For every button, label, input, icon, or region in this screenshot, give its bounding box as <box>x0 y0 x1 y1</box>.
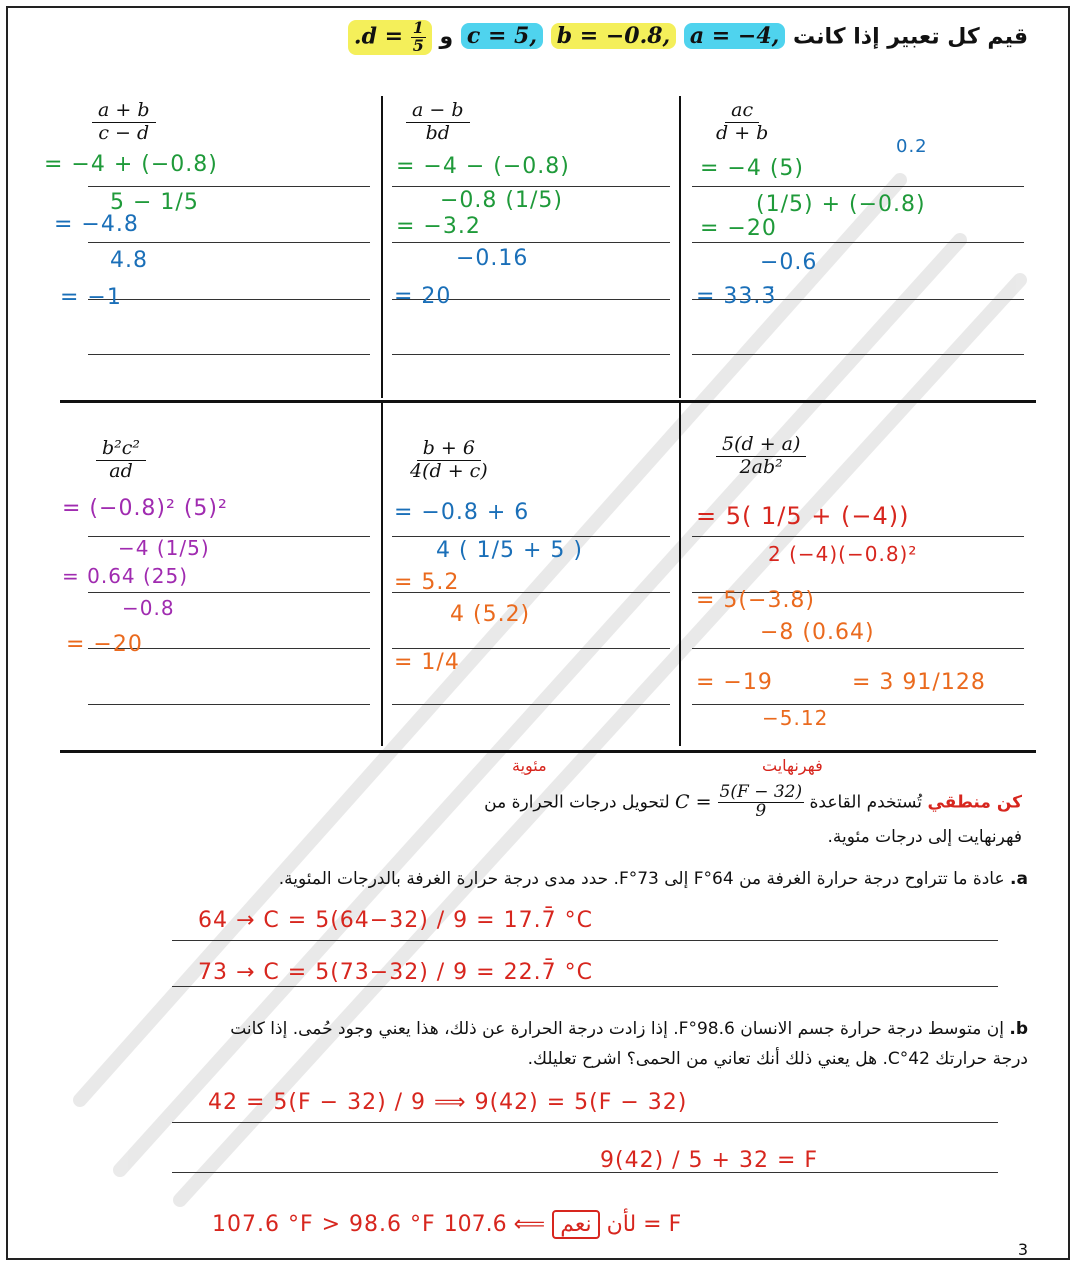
part-a-work: 73 → C = 5(73−32) / 9 = 22.7̄ °C <box>198 960 593 985</box>
expr-numerator: 5(d + a) <box>716 434 806 457</box>
expr-denominator: bd <box>425 121 450 144</box>
problem-2-expression <box>406 100 470 145</box>
grid-divider <box>381 402 383 746</box>
p5-step: = 5.2 <box>394 570 460 595</box>
problem-5-expression <box>410 438 488 483</box>
grid-divider <box>381 96 383 398</box>
part-b-work: 42 = 5(F − 32) / 9 ⟹ 9(42) = 5(F − 32) <box>208 1090 688 1115</box>
part-b-result: ⟸ 107.6 = F <box>443 1212 683 1237</box>
instructions-header <box>348 20 1028 55</box>
p5-step: 4 (5.2) <box>450 602 531 627</box>
part-b-work: 9(42) / 5 + 32 = F <box>600 1148 819 1173</box>
part-b-answer: نعم <box>552 1210 599 1239</box>
part-a-text: عادة ما تتراوح درجة حرارة الغرفة من 64°F إلى 73°F. حدد مدى درجة حرارة الغرفة بالدرجات المئوية. <box>278 869 1005 889</box>
p5-answer: = 1/4 <box>394 650 460 675</box>
row-separator <box>60 750 1036 753</box>
p3-step: (1/5) + (−0.8) <box>756 192 926 217</box>
p1-step: = −4.8 <box>54 212 139 237</box>
p1-step: 4.8 <box>110 248 148 273</box>
p6-step: 2 (−4)(−0.8)² <box>768 542 918 566</box>
expr-numerator: a + b <box>92 100 156 123</box>
p2-step: = −3.2 <box>396 214 481 239</box>
celsius-note: مئوية <box>512 756 547 775</box>
p2-step: = −4 − (−0.8) <box>396 154 570 179</box>
part-b-question <box>198 1014 1028 1074</box>
fahrenheit-note: فهرنهايت <box>762 756 823 775</box>
p1-answer: = −1 <box>60 285 122 310</box>
formula-numerator: 5(F − 32) <box>719 782 803 802</box>
p5-step: = −0.8 + 6 <box>394 500 530 525</box>
p6-step: = −19 <box>696 670 773 695</box>
expr-numerator: a − b <box>406 100 470 123</box>
problem-1-expression <box>92 100 156 145</box>
expr-denominator: c − d <box>98 121 150 144</box>
p4-step: = 0.64 (25) <box>62 564 189 588</box>
p2-step: −0.8 (1/5) <box>440 188 563 213</box>
p4-step: = (−0.8)² (5)² <box>62 496 228 521</box>
p6-step: −8 (0.64) <box>760 620 875 645</box>
part-b-text: إن متوسط درجة حرارة جسم الانسان 98.6°F. إذا زادت درجة الحرارة عن ذلك، هذا يعني وجود حُمى. إذا كانت درجة حرارتك 42°C. هل يعني ذلك أنك تعاني من الحمى؟ اشرح تعليلك. <box>230 1019 1028 1069</box>
part-b-conclusion <box>212 1212 682 1237</box>
problem-4-expression <box>96 438 146 483</box>
logic-text: لتحويل درجات الحرارة من <box>484 792 670 813</box>
p1-step: 5 − 1/5 <box>110 190 199 215</box>
d-denominator: 5 <box>412 35 424 55</box>
part-a-question <box>168 864 1028 894</box>
p5-step: 4 ( 1/5 + 5 ) <box>436 538 583 563</box>
part-a-work: 64 → C = 5(64−32) / 9 = 17.7̄ °C <box>198 908 593 933</box>
p2-step: −0.16 <box>456 246 529 271</box>
logic-paragraph <box>322 784 1022 821</box>
grid-divider <box>679 402 681 746</box>
row-separator <box>60 400 1036 403</box>
p4-step: −4 (1/5) <box>118 536 210 560</box>
formula-fraction <box>718 784 805 821</box>
problem-6-expression <box>716 434 806 479</box>
p6-answer: = 3 91/128 <box>852 670 986 695</box>
expr-denominator: ad <box>109 459 133 482</box>
part-a-letter: a. <box>1010 869 1028 889</box>
expr-denominator: 4(d + c) <box>410 459 488 482</box>
p6-step: = 5(−3.8) <box>696 588 816 613</box>
d-fraction <box>411 20 426 55</box>
d-lhs: .d = <box>353 23 404 50</box>
p1-step: = −4 + (−0.8) <box>44 152 218 177</box>
expr-numerator: b²c² <box>96 438 146 461</box>
header-prefix: قيم كل تعبير إذا كانت <box>792 24 1028 50</box>
p6-step: −5.12 <box>762 706 829 730</box>
expr-numerator: b + 6 <box>417 438 481 461</box>
part-b-reason: 107.6 °F > 98.6 °F لأن <box>212 1212 637 1237</box>
p2-answer: = 20 <box>394 284 452 309</box>
p3-step: = −20 <box>700 216 777 241</box>
expr-denominator: d + b <box>716 121 769 144</box>
d-numerator: 1 <box>412 18 424 37</box>
logic-label: كن منطقي <box>927 792 1022 813</box>
p3-step: −0.6 <box>760 250 818 275</box>
logic-text: فهرنهايت إلى درجات مئوية. <box>827 827 1022 847</box>
a-value: a = −4, <box>684 23 785 49</box>
page-number: 3 <box>1017 1240 1028 1259</box>
expr-denominator: 2ab² <box>739 455 783 478</box>
problem-3-expression <box>716 100 768 145</box>
p4-step: −0.8 <box>122 596 175 620</box>
grid-divider <box>679 96 681 398</box>
expr-numerator: ac <box>725 100 759 123</box>
p3-note: 0.2 <box>896 136 928 157</box>
logic-text: تُستخدم القاعدة <box>809 792 923 813</box>
p3-answer: = 33.3̄ <box>696 284 777 309</box>
formula-denominator: 9 <box>755 800 767 821</box>
part-b-letter: b. <box>1009 1019 1028 1039</box>
p6-step: = 5( 1/5 + (−4)) <box>696 502 910 530</box>
celsius-formula <box>675 784 804 821</box>
c-value: c = 5, <box>461 23 543 49</box>
p4-answer: = −20 <box>66 632 143 657</box>
d-value <box>348 20 432 55</box>
p3-step: = −4 (5) <box>700 156 805 181</box>
formula-lhs: C = <box>675 791 712 814</box>
and-word: و <box>439 24 454 50</box>
b-value: b = −0.8, <box>551 23 677 49</box>
